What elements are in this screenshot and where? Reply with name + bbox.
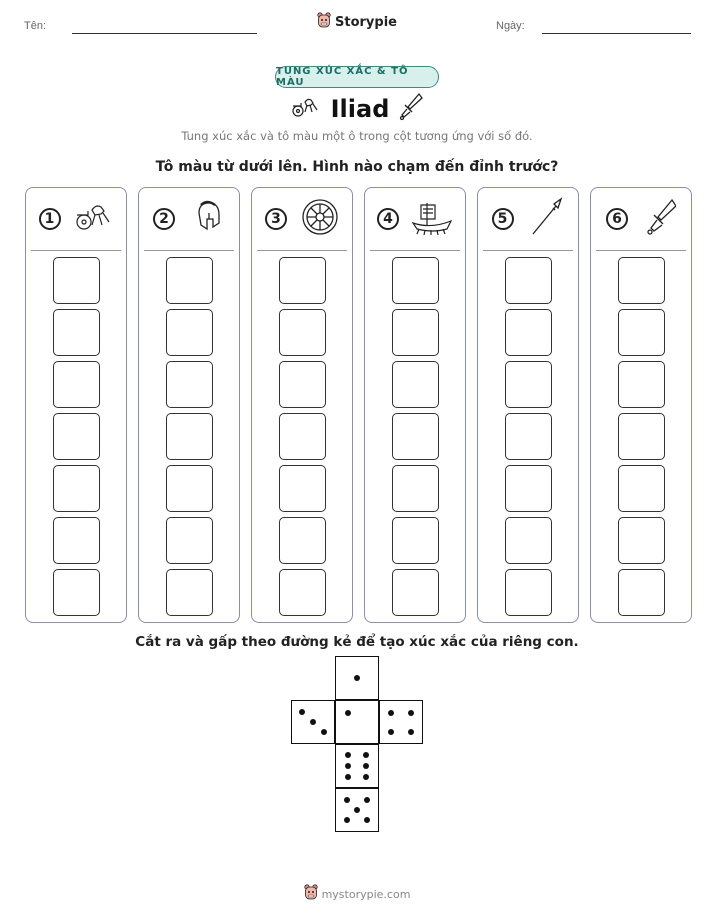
die-pip [363, 774, 369, 780]
color-cell[interactable] [392, 465, 439, 512]
footer [0, 884, 714, 904]
name-label: Tên: [24, 20, 47, 32]
color-cell[interactable] [279, 465, 326, 512]
color-cell[interactable] [392, 257, 439, 304]
name-line[interactable] [72, 33, 257, 34]
die-pip [299, 709, 305, 715]
color-cell[interactable] [505, 309, 552, 356]
color-cell[interactable] [166, 569, 213, 616]
die-pip [388, 710, 394, 716]
spear-icon [529, 197, 565, 241]
die-pip [354, 807, 360, 813]
helmet-icon [191, 199, 225, 239]
color-cell[interactable] [618, 517, 665, 564]
footer-link[interactable]: mystorypie.com [321, 887, 411, 901]
chariot-icon [291, 96, 321, 122]
die-pip [345, 710, 351, 716]
color-cell[interactable] [166, 309, 213, 356]
shield-icon [301, 198, 339, 240]
date-label: Ngày: [496, 20, 525, 32]
color-cell[interactable] [392, 569, 439, 616]
color-cell[interactable] [53, 361, 100, 408]
die-pip [408, 710, 414, 716]
column-6 [590, 187, 692, 623]
cut-instruction: Cắt ra và gấp theo đường kẻ để tạo xúc xắc của riêng con. [135, 634, 579, 650]
activity-badge: TUNG XÚC XẮC & TÔ MÀU [275, 66, 439, 88]
ship-icon [411, 199, 453, 239]
die-pip [363, 763, 369, 769]
column-number: 1 [39, 208, 61, 230]
die-face-top [335, 656, 379, 700]
color-cell[interactable] [618, 309, 665, 356]
columns-grid [25, 187, 692, 623]
die-pip [345, 763, 351, 769]
color-cell[interactable] [505, 361, 552, 408]
logo [0, 12, 714, 32]
column-divider [370, 250, 460, 251]
die-face-center [335, 700, 379, 744]
color-cell[interactable] [53, 309, 100, 356]
column-2 [138, 187, 240, 623]
color-cell[interactable] [618, 465, 665, 512]
color-cell[interactable] [505, 257, 552, 304]
color-cell[interactable] [166, 257, 213, 304]
color-cell[interactable] [618, 257, 665, 304]
chariot-icon [74, 202, 114, 236]
column-divider [31, 250, 121, 251]
color-cell[interactable] [279, 361, 326, 408]
die-pip [321, 729, 327, 735]
color-cell[interactable] [618, 413, 665, 460]
color-cell[interactable] [166, 361, 213, 408]
sword-icon [399, 92, 423, 126]
color-cell[interactable] [505, 413, 552, 460]
color-cell[interactable] [618, 361, 665, 408]
die-pip [345, 774, 351, 780]
color-cell[interactable] [166, 517, 213, 564]
die-face-base [335, 788, 379, 832]
die-face-bottom [335, 744, 379, 788]
die-pip [408, 729, 414, 735]
die-pip [344, 797, 350, 803]
color-cell[interactable] [279, 309, 326, 356]
die-pip [310, 719, 316, 725]
color-cell[interactable] [53, 517, 100, 564]
color-cell[interactable] [392, 517, 439, 564]
color-cell[interactable] [53, 257, 100, 304]
column-number: 6 [606, 208, 628, 230]
column-divider [596, 250, 686, 251]
color-cell[interactable] [166, 465, 213, 512]
die-pip [344, 817, 350, 823]
color-instruction: Tô màu từ dưới lên. Hình nào chạm đến đỉnh trước? [155, 159, 559, 175]
column-5 [477, 187, 579, 623]
column-divider [257, 250, 347, 251]
sword-icon [646, 198, 676, 240]
storypie-logo-icon [317, 12, 331, 32]
color-cell[interactable] [279, 517, 326, 564]
color-cell[interactable] [279, 257, 326, 304]
column-divider [144, 250, 234, 251]
date-line[interactable] [542, 33, 691, 34]
storypie-logo-icon [304, 884, 318, 904]
color-cell[interactable] [392, 309, 439, 356]
column-number: 2 [153, 208, 175, 230]
column-4 [364, 187, 466, 623]
color-cell[interactable] [53, 465, 100, 512]
color-cell[interactable] [505, 517, 552, 564]
die-pip [354, 675, 360, 681]
color-cell[interactable] [279, 569, 326, 616]
title-row [0, 92, 714, 126]
column-number: 5 [492, 208, 514, 230]
color-cell[interactable] [53, 569, 100, 616]
die-pip [345, 752, 351, 758]
column-1 [25, 187, 127, 623]
die-pip [364, 797, 370, 803]
die-pip [364, 817, 370, 823]
die-pip [388, 729, 394, 735]
color-cell[interactable] [166, 413, 213, 460]
color-cell[interactable] [618, 569, 665, 616]
color-cell[interactable] [505, 569, 552, 616]
die-face-right [379, 700, 423, 744]
column-divider [483, 250, 573, 251]
subtitle: Tung xúc xắc và tô màu một ô trong cột tương ứng với số đó. [181, 129, 533, 143]
color-cell[interactable] [392, 361, 439, 408]
color-cell[interactable] [279, 413, 326, 460]
logo-text: Storypie [335, 14, 397, 30]
die-face-left [291, 700, 335, 744]
column-3 [251, 187, 353, 623]
column-number: 4 [377, 208, 399, 230]
color-cell[interactable] [53, 413, 100, 460]
die-pip [363, 752, 369, 758]
color-cell[interactable] [392, 413, 439, 460]
column-number: 3 [265, 208, 287, 230]
color-cell[interactable] [505, 465, 552, 512]
page-title: Iliad [330, 95, 390, 123]
